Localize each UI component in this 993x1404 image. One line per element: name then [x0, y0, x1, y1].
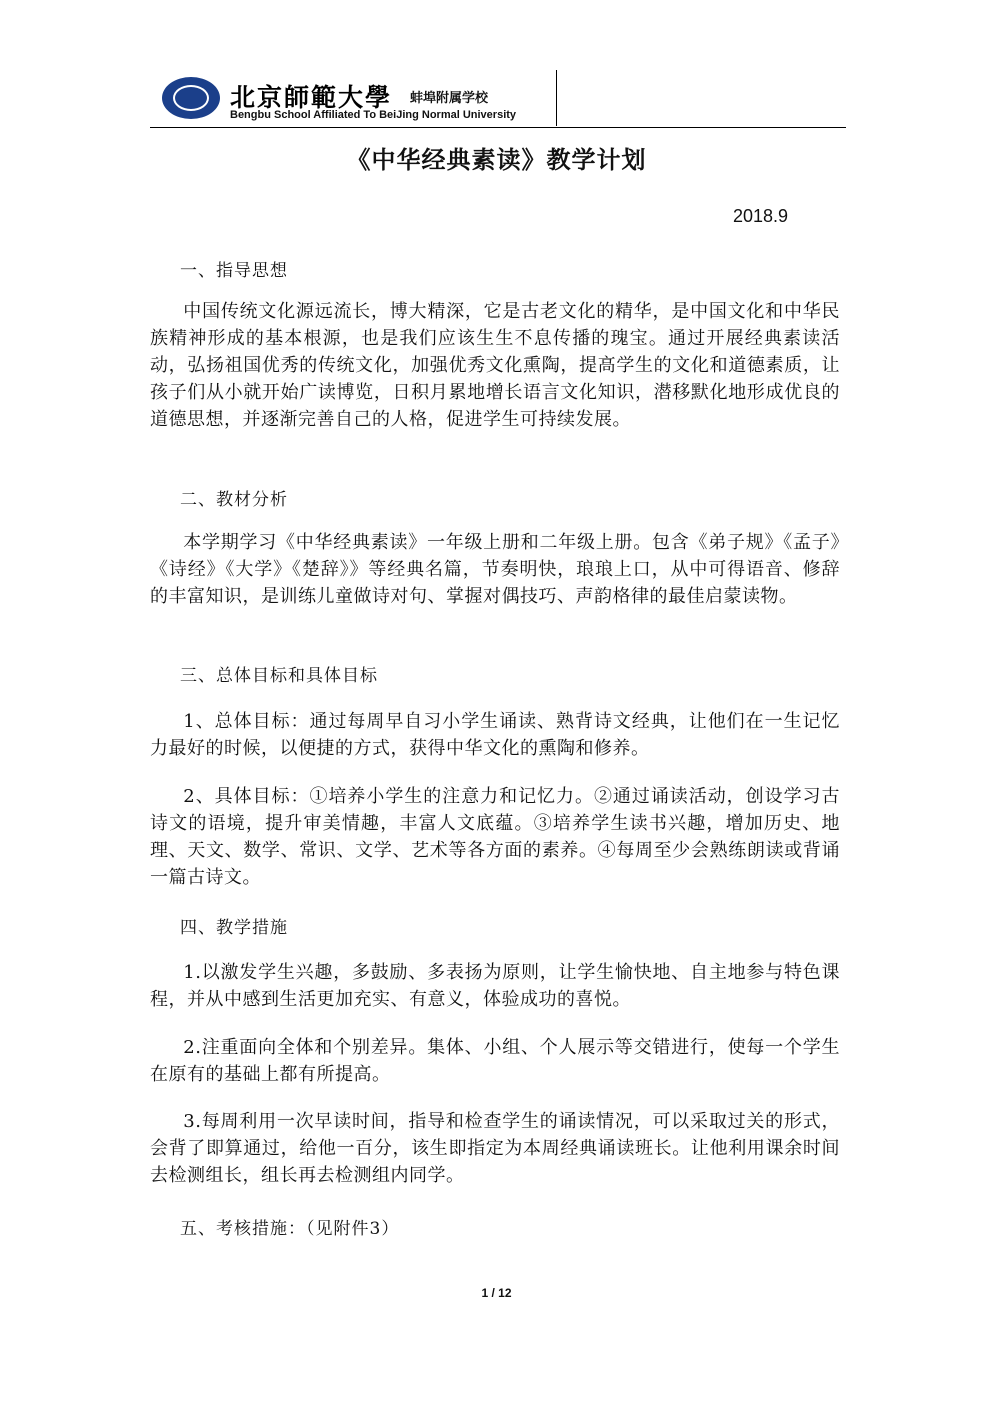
section-paragraph: 本学期学习《中华经典素读》一年级上册和二年级上册。包含《弟子规》《孟子》《诗经》《大学》《楚辞》》等经典名篇，节奏明快，琅琅上口，从中可得语音、修辞的丰富知识，是训练儿童做诗对句、掌握对偶技巧、声韵格律的最佳启蒙读物。 — [150, 532, 840, 607]
header-divider — [150, 127, 846, 128]
section-heading: 一、指导思想 — [180, 261, 288, 281]
section-paragraph: 2、具体目标：①培养小学生的注意力和记忆力。②通过诵读活动，创设学习古诗文的语境，提升审美情趣，丰富人文底蕴。③培养学生读书兴趣，增加历史、地理、天文、数学、常识、文学、艺术等各方面的素养。④每周至少会熟练朗读或背诵一篇古诗文。 — [150, 786, 840, 888]
section-heading: 五、考核措施：（见附件3） — [180, 1219, 400, 1239]
section-heading: 二、教材分析 — [180, 490, 288, 510]
school-seal-icon — [162, 77, 220, 119]
section-paragraph: 1、总体目标：通过每周早自习小学生诵读、熟背诗文经典，让他们在一生记忆力最好的时候，以便捷的方式，获得中华文化的熏陶和修养。 — [150, 711, 840, 759]
letterhead — [150, 70, 846, 128]
page-number: 1 / 12 — [481, 1286, 512, 1300]
document-date: 2018.9 — [733, 206, 789, 226]
section-paragraph: 3.每周利用一次早读时间，指导和检查学生的诵读情况，可以采取过关的形式，会背了即算通过，给他一百分，该生即指定为本周经典诵读班长。让他利用课余时间去检测组长，组长再去检测组内同学。 — [150, 1111, 840, 1186]
school-name-en: Bengbu School Affiliated To BeiJing Normal University — [230, 109, 517, 121]
section-heading: 三、总体目标和具体目标 — [180, 666, 378, 686]
school-branch-name: 蚌埠附属学校 — [410, 91, 489, 106]
school-name-cn: 北京師範大學 — [230, 83, 393, 112]
letterhead-logo-block — [150, 70, 557, 126]
section-heading: 四、教学措施 — [180, 918, 288, 938]
section-paragraph: 中国传统文化源远流长，博大精深，它是古老文化的精华，是中国文化和中华民族精神形成的基本根源，也是我们应该生生不息传播的瑰宝。通过开展经典素读活动，弘扬祖国优秀的传统文化，加强优秀文化熏陶，提高学生的文化和道德素质，让孩子们从小就开始广读博览，日积月累地增长语言文化知识，潜移默化地形成优良的道德思想，并逐渐完善自己的人格，促进学生可持续发展。 — [150, 301, 840, 430]
document-title: 《中华经典素读》教学计划 — [346, 146, 647, 174]
section-paragraph: 1.以激发学生兴趣，多鼓励、多表扬为原则，让学生愉快地、自主地参与特色课程，并从中感到生活更加充实、有意义，体验成功的喜悦。 — [150, 962, 840, 1010]
section-paragraph: 2.注重面向全体和个别差异。集体、小组、个人展示等交错进行，使每一个学生在原有的基础上都有所提高。 — [150, 1037, 840, 1085]
